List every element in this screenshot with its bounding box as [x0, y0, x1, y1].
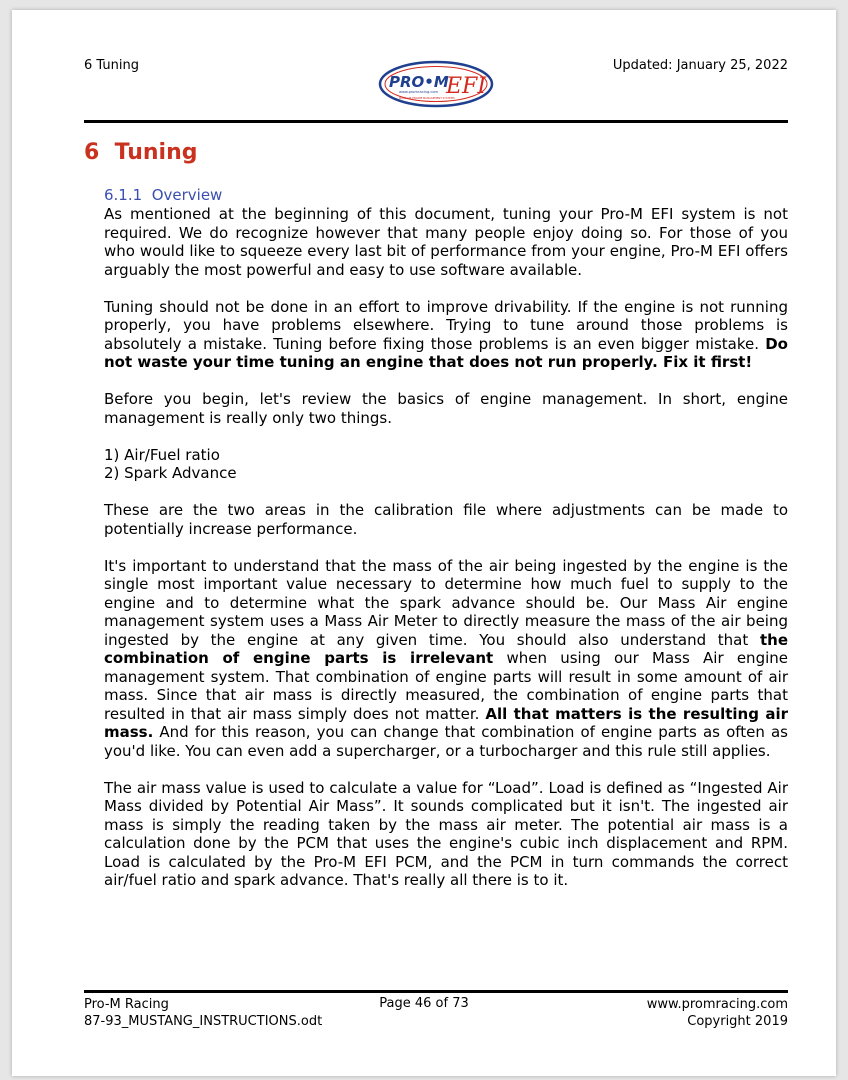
logo-efi: EFI	[446, 74, 487, 99]
paragraph-5-emphasis-2: All that matters is the resulting air mass.	[104, 704, 789, 741]
paragraph-2	[104, 298, 788, 372]
header-chapter: 6 Tuning	[84, 58, 139, 73]
paragraph-3: Before you begin, let's review the basics of engine management. In short, engine management is really only two things.	[104, 390, 788, 427]
paragraph-2-emphasis: Do not waste your time tuning an engine that does not run properly. Fix it first!	[104, 334, 788, 371]
paragraph-5-text-a: It's important to understand that the mass of the air being ingested by the engine is the single most important value necessary to determine how much fuel to supply to the engine and to determine what the spark advance should be. Our Mass Air engine management system uses a Mass Air Meter to directly measure the mass of the air being ingested by the engine at any given time. You should also understand that	[104, 556, 788, 649]
footer-right	[647, 996, 788, 1030]
header-rule	[84, 120, 788, 123]
footer-copyright: Copyright 2019	[687, 1014, 788, 1029]
footer-company: Pro-M Racing	[84, 997, 169, 1012]
logo-tagline: MASS AIR ENGINE MANAGEMENT SYSTEMS	[399, 97, 455, 100]
paragraph-5-text-c: And for this reason, you can change that combination of engine parts as often as you'd like. You can even add a supercharger, or a turbocharger and this rule still applies.	[104, 723, 788, 760]
footer-website: www.promracing.com	[646, 997, 788, 1012]
footer-rule	[84, 990, 788, 993]
paragraph-2-text: Tuning should not be done in an effort to improve drivability. If the engine is not running properly, you have problems elsewhere. Trying to tune around those problems is absolutely a mistake. Tuning before fixing those problems is an even bigger mistake.	[104, 297, 788, 353]
logo-text: PRO•M	[389, 73, 449, 91]
basics-list	[104, 446, 788, 483]
paragraph-4: These are the two areas in the calibration file where adjustments can be made to potentially increase performance.	[104, 501, 788, 538]
prom-efi-logo	[377, 58, 495, 110]
paragraph-5-text-b: when using our Mass Air engine management system. That combination of engine parts will result in some amount of air mass. Since that air mass is directly measured, the combination of engine parts that resulted in that air mass simply does not matter.	[104, 649, 788, 723]
header-updated-date: Updated: January 25, 2022	[612, 58, 788, 73]
list-item: 2) Spark Advance	[104, 464, 237, 482]
footer-page-number: Page 46 of 73	[379, 996, 469, 1011]
paragraph-6: The air mass value is used to calculate a value for “Load”. Load is defined as “Ingested Air Mass divided by Potential Air Mass”. It sounds complicated but it isn't. The ingested air mass is simply the reading taken by the mass air meter. The potential air mass is a calculation done by the PCM that uses the engine's cubic inch displacement and RPM. Load is calculated by the Pro-M EFI PCM, and the PCM in turn commands the correct air/fuel ratio and spark advance. That's really all there is to it.	[104, 778, 788, 889]
footer-filename: 87-93_MUSTANG_INSTRUCTIONS.odt	[84, 1014, 323, 1029]
body-text	[104, 205, 788, 908]
paragraph-1: As mentioned at the beginning of this document, tuning your Pro-M EFI system is not required. We do recognize however that many people enjoy doing so. For those of you who would like to squeeze every last bit of performance from your engine, Pro-M EFI offers arguably the most powerful and easy to use software available.	[104, 205, 788, 279]
list-item: 1) Air/Fuel ratio	[104, 445, 220, 464]
paragraph-5	[104, 557, 788, 761]
chapter-title: 6 Tuning	[84, 140, 198, 165]
logo-url: www.promracing.com	[399, 90, 439, 94]
document-page	[12, 10, 836, 1076]
paragraph-5-emphasis-1: the combination of engine parts is irrelevant	[104, 630, 788, 667]
section-title: 6.1.1 Overview	[104, 186, 223, 204]
